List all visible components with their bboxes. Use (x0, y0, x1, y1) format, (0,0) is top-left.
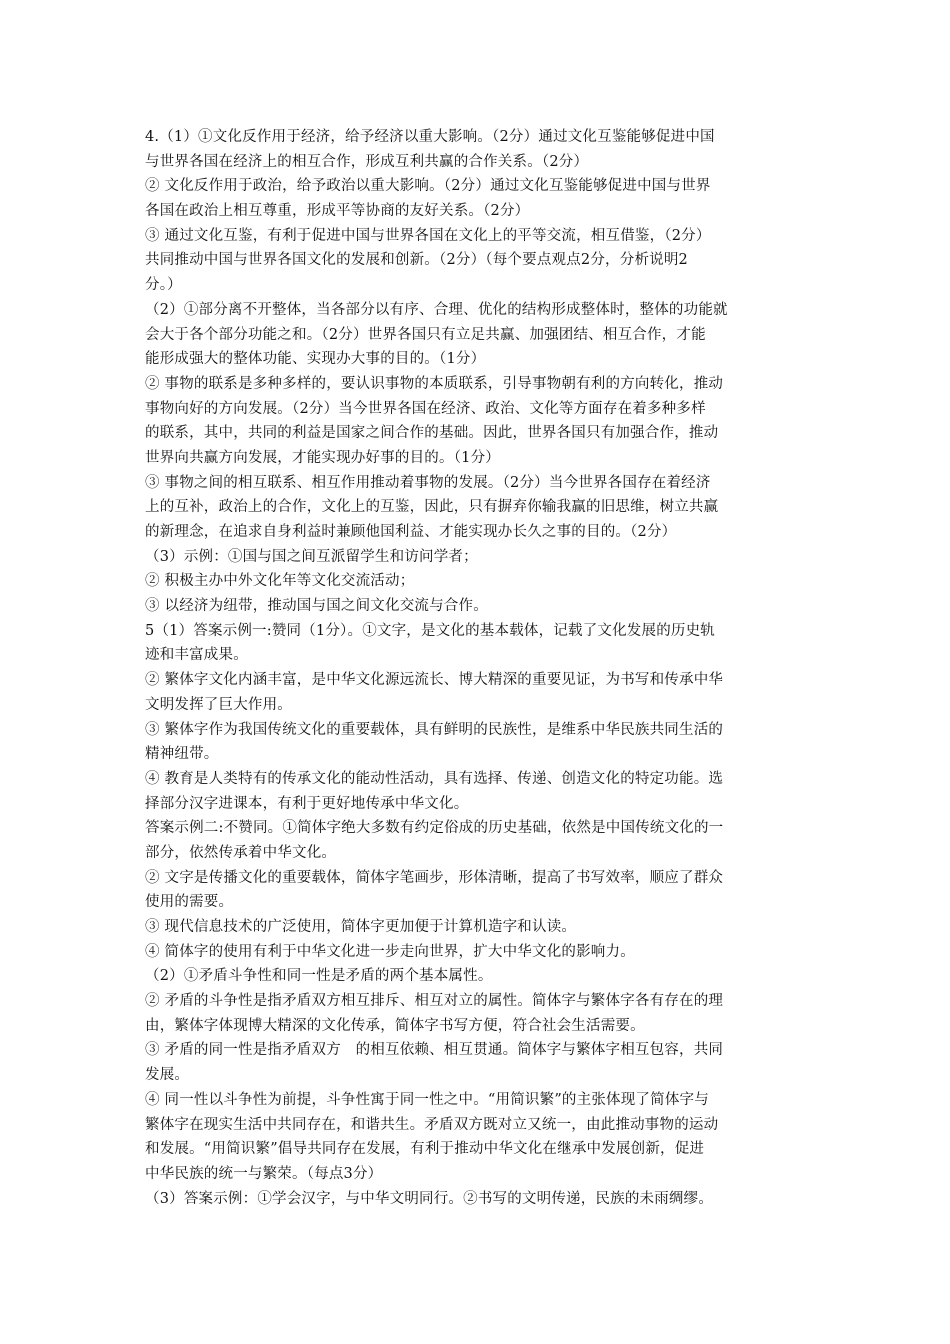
text-line: ② 文化反作用于政治，给予政治以重大影响。（2分）通过文化互鉴能够促进中国与世界 (145, 178, 711, 195)
text-line: 文明发挥了巨大作用。 (145, 696, 292, 713)
text-line: 会大于各个部分功能之和。（2分）世界各国只有立足共赢、加强团结、相互合作，才能 (145, 326, 706, 343)
text-line: 世界向共赢方向发展，才能实现办好事的目的。（1分） (145, 449, 500, 466)
text-line: 的联系，其中，共同的利益是国家之间合作的基础。因此，世界各国只有加强合作，推动 (145, 425, 719, 442)
text-line: ③ 矛盾的同一性是指矛盾双方 的相互依赖、相互贯通。简体字与繁体字相互包容，共同 (145, 1042, 724, 1059)
text-line: 中华民族的统一与繁荣。（每点3分） (145, 1165, 383, 1182)
text-line: ③ 繁体字作为我国传统文化的重要载体，具有鲜明的民族性，是维系中华民族共同生活的 (145, 721, 724, 738)
text-line: （2）①部分离不开整体，当各部分以有序、合理、优化的结构形成整体时，整体的功能就 (145, 301, 728, 318)
text-line: 使用的需要。 (145, 894, 234, 911)
text-line: 各国在政治上相互尊重，形成平等协商的友好关系。（2分） (145, 203, 530, 220)
text-line: ② 积极主办中外文化年等文化交流活动； (145, 573, 415, 590)
text-line: ③ 事物之间的相互联系、相互作用推动着事物的发展。（2分）当今世界各国存在着经济 (145, 474, 711, 491)
text-line: 繁体字在现实生活中共同存在，和谐共生。矛盾双方既对立又统一，由此推动事物的运动 (145, 1116, 719, 1133)
text-line: ② 事物的联系是多种多样的，要认识事物的本质联系，引导事物朝有利的方向转化，推动 (145, 375, 724, 392)
text-line: ② 繁体字文化内涵丰富，是中华文化源远流长、博大精深的重要见证，为书写和传承中华 (145, 672, 724, 689)
text-line: 上的互补，政治上的合作，文化上的互鉴，因此，只有摒弃你输我赢的旧思维，树立共赢 (145, 499, 719, 516)
text-line: 共同推动中国与世界各国文化的发展和创新。（2分）（每个要点观点2分，分析说明2 (145, 252, 688, 269)
text-line: ② 文字是传播文化的重要载体，简体字笔画步，形体清晰，提高了书写效率，顺应了群众 (145, 869, 724, 886)
text-line: ④ 简体字的使用有利于中华文化进一步走向世界，扩大中华文化的影响力。 (145, 943, 635, 960)
text-line: ④ 教育是人类特有的传承文化的能动性活动，具有选择、传递、创造文化的特定功能。选 (145, 770, 724, 787)
text-line: ④ 同一性以斗争性为前提，斗争性寓于同一性之中。“用简识繁”的主张体现了简体字与 (145, 1091, 709, 1108)
text-line: 由，繁体字体现博大精深的文化传承，简体字书写方便，符合社会生活需要。 (145, 1017, 645, 1034)
text-line: 部分，依然传承着中华文化。 (145, 844, 337, 861)
text-line: 择部分汉字进课本，有利于更好地传承中华文化。 (145, 795, 469, 812)
text-line: 能形成强大的整体功能、实现办大事的目的。（1分） (145, 351, 486, 368)
text-line: （3）答案示例：①学会汉字，与中华文明同行。②书写的文明传递，民族的未雨绸缪。 (145, 1190, 714, 1207)
text-line: （2）①矛盾斗争性和同一性是矛盾的两个基本属性。 (145, 968, 493, 985)
text-line: ③ 通过文化互鉴，有利于促进中国与世界各国在文化上的平等交流，相互借鉴，（2分） (145, 227, 711, 244)
text-line: 的新理念，在追求自身利益时兼顾他国利益、才能实现办长久之事的目的。（2分） (145, 524, 677, 540)
text-line: 精神纽带。 (145, 746, 219, 763)
text-line: 4.（1）①文化反作用于经济，给予经济以重大影响。（2分）通过文化互鉴能够促进中国 (145, 129, 715, 145)
text-line: 与世界各国在经济上的相互合作，形成互利共赢的合作关系。（2分） (145, 153, 589, 170)
text-line: 分。） (145, 277, 182, 294)
text-line: ③ 以经济为纽带，推动国与国之间文化交流与合作。 (145, 598, 488, 615)
text-line: 迹和丰富成果。 (145, 647, 248, 664)
text-line: 事物向好的方向发展。（2分）当今世界各国在经济、政治、文化等方面存在着多种多样 (145, 400, 706, 417)
text-line: ③ 现代信息技术的广泛使用，简体字更加便于计算机造字和认读。 (145, 919, 577, 935)
text-line: 5（1）答案示例一:赞同（1分）。①文字，是文化的基本载体，记载了文化发展的历史轨 (145, 622, 716, 639)
text-line: ② 矛盾的斗争性是指矛盾双方相互排斥、相互对立的属性。简体字与繁体字各有存在的理 (145, 993, 724, 1010)
text-line: 和发展。“用简识繁”倡导共同存在发展，有利于推动中华文化在继承中发展创新，促进 (145, 1141, 705, 1158)
text-line: 发展。 (145, 1067, 190, 1084)
answer-text-block (145, 125, 815, 1211)
text-line: 答案示例二:不赞同。①简体字绝大多数有约定俗成的历史基础，依然是中国传统文化的一 (145, 820, 724, 837)
text-line: （3）示例：①国与国之间互派留学生和访问学者； (145, 548, 478, 565)
